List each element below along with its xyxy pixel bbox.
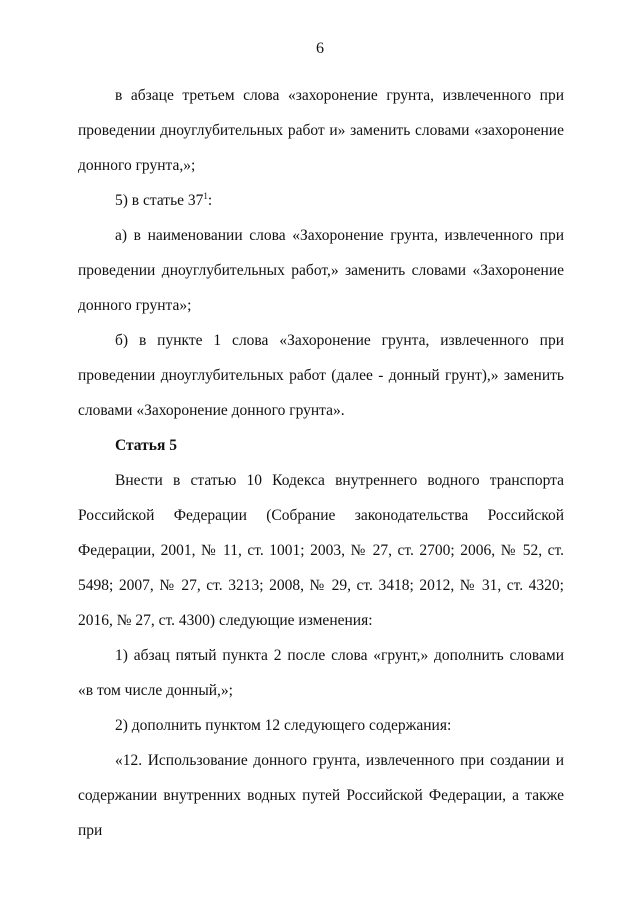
article-5-heading: Статья 5 [115, 437, 177, 454]
paragraph-point-1-amendment: б) в пункте 1 слова «Захоронение грунта, извлеченного при проведении дноуглубительных работ (далее - донный грунт),» заменить словами «Захоронение донного грунта». [78, 332, 564, 419]
article-37-prefix: 5) в статье 37 [115, 192, 204, 209]
paragraph-item-2: 2) дополнить пунктом 12 следующего содержания: [115, 717, 452, 734]
paragraph-item-1: 1) абзац пятый пункта 2 после слова «грунт,» дополнить словами «в том числе донный,»; [78, 647, 564, 699]
article-37-superscript: 1 [203, 190, 208, 201]
paragraph-article-37-1 [78, 183, 564, 218]
paragraph-paragraph-3-amendment: в абзаце третьем слова «захоронение грунта, извлеченного при проведении дноуглубительных работ и» заменить словами «захоронение донного грунта,»; [78, 87, 564, 174]
page-number: 6 [316, 40, 324, 57]
article-37-suffix: : [207, 192, 213, 209]
paragraph-point-12-start: «12. Использование донного грунта, извлеченного при создании и содержании внутренних водных путей Российской Федерации, а также при [78, 752, 564, 839]
paragraph-article-5-intro: Внести в статью 10 Кодекса внутреннего водного транспорта Российской Федерации (Собрание законодательства Российской Федерации, 2001, № 11, ст. 1001; 2003, № 27, ст. 2700; 2006, № 52, ст. 5498; 2007, № 27, ст. 3213; 2008, № 29, ст. 3418; 2012, № 31, ст. 4320; 2016, № 27, ст. 4300) следующие изменения: [78, 472, 564, 629]
paragraph-name-amendment: а) в наименовании слова «Захоронение грунта, извлеченного при проведении дноуглубительных работ,» заменить словами «Захоронение донного грунта»; [78, 227, 564, 314]
document-body [78, 78, 564, 848]
